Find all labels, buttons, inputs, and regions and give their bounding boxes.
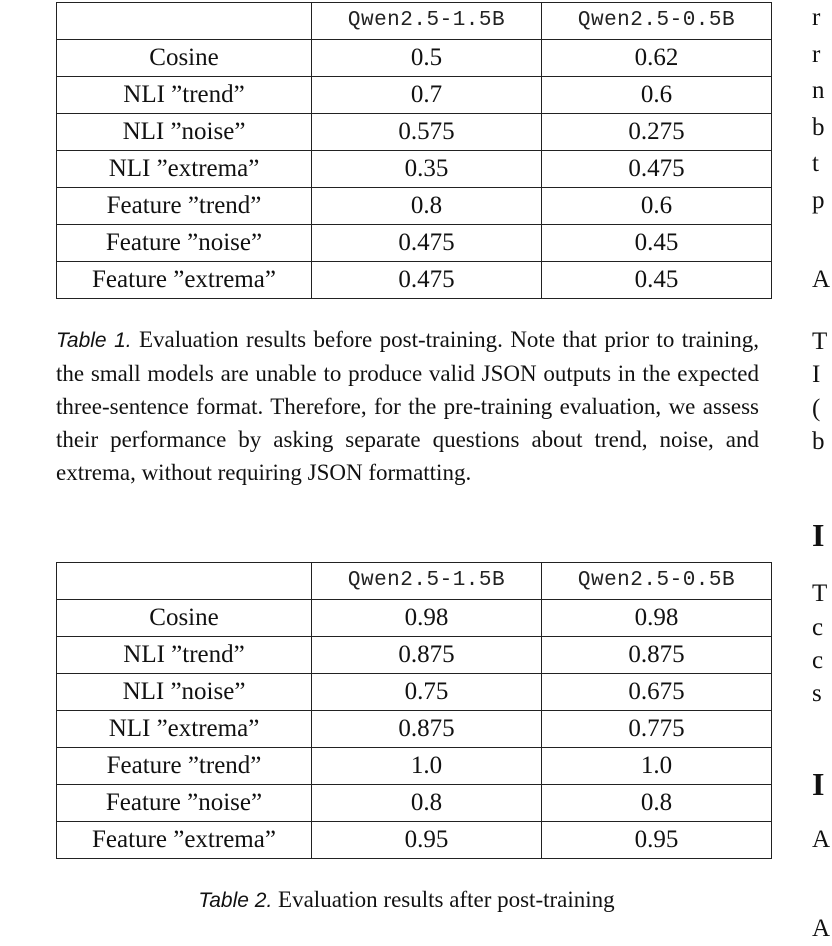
header-cell-model-1.5b: Qwen2.5-1.5B	[312, 563, 542, 600]
table-row	[57, 188, 772, 225]
value-cell: 0.675	[542, 674, 772, 711]
metric-cell: Feature ”noise”	[57, 225, 312, 262]
metric-cell: NLI ”noise”	[57, 674, 312, 711]
table-row	[57, 711, 772, 748]
text-fragment: p	[812, 187, 825, 214]
value-cell: 0.45	[542, 262, 772, 299]
value-cell: 0.75	[312, 674, 542, 711]
text-fragment: c	[812, 647, 824, 674]
value-cell: 1.0	[542, 748, 772, 785]
value-cell: 0.62	[542, 40, 772, 77]
text-fragment: I	[812, 361, 821, 388]
text-fragment: r	[812, 41, 821, 68]
metric-cell: NLI ”noise”	[57, 114, 312, 151]
text-fragment: T	[812, 328, 828, 355]
header-cell-model-0.5b: Qwen2.5-0.5B	[542, 3, 772, 40]
value-cell: 0.875	[312, 711, 542, 748]
value-cell: 0.98	[312, 600, 542, 637]
text-fragment: (	[812, 395, 821, 422]
table-row	[57, 262, 772, 299]
text-fragment: t	[812, 150, 819, 177]
table-row	[57, 822, 772, 859]
metric-cell: NLI ”extrema”	[57, 711, 312, 748]
value-cell: 0.875	[312, 637, 542, 674]
metric-cell: Cosine	[57, 40, 312, 77]
text-fragment: A	[812, 915, 831, 942]
metric-cell: Feature ”trend”	[57, 188, 312, 225]
header-cell-model-0.5b: Qwen2.5-0.5B	[542, 563, 772, 600]
caption-label: Table 2.	[198, 889, 273, 912]
section-heading-fragment: I	[812, 766, 825, 802]
value-cell: 0.8	[312, 188, 542, 225]
table-row	[57, 748, 772, 785]
value-cell: 0.8	[312, 785, 542, 822]
value-cell: 0.95	[542, 822, 772, 859]
value-cell: 0.775	[542, 711, 772, 748]
metric-cell: Feature ”extrema”	[57, 822, 312, 859]
caption-text: Evaluation results before post-training. Note that prior to training, the small models are unable to produce valid JSON outputs in the expected three-sentence format. Therefore, for the pre-training evaluation, we assess their performance by asking separate questions about trend, noise, and extrema, without requiring JSON formatting.	[56, 327, 760, 485]
text-fragment: n	[812, 77, 825, 104]
value-cell: 0.6	[542, 188, 772, 225]
metric-cell: Feature ”trend”	[57, 748, 312, 785]
results-table-after-training	[56, 562, 772, 859]
table-row	[57, 114, 772, 151]
value-cell: 1.0	[312, 748, 542, 785]
table-1-caption	[56, 323, 759, 489]
text-fragment: A	[812, 826, 831, 853]
header-cell-model-1.5b: Qwen2.5-1.5B	[312, 3, 542, 40]
metric-cell: NLI ”trend”	[57, 637, 312, 674]
value-cell: 0.5	[312, 40, 542, 77]
text-fragment: c	[812, 614, 824, 641]
table-header-row	[57, 3, 772, 40]
value-cell: 0.575	[312, 114, 542, 151]
value-cell: 0.475	[312, 225, 542, 262]
caption-label: Table 1.	[56, 329, 132, 352]
text-fragment: b	[812, 428, 825, 455]
table-row	[57, 785, 772, 822]
table-row	[57, 40, 772, 77]
value-cell: 0.45	[542, 225, 772, 262]
text-fragment: b	[812, 114, 825, 141]
table-row	[57, 600, 772, 637]
metric-cell: NLI ”extrema”	[57, 151, 312, 188]
value-cell: 0.475	[312, 262, 542, 299]
value-cell: 0.35	[312, 151, 542, 188]
table-row	[57, 77, 772, 114]
right-column-cropped-text	[812, 0, 832, 946]
value-cell: 0.95	[312, 822, 542, 859]
section-heading-fragment: I	[812, 517, 825, 553]
table-row	[57, 674, 772, 711]
metric-cell: NLI ”trend”	[57, 77, 312, 114]
table-header-row	[57, 563, 772, 600]
value-cell: 0.875	[542, 637, 772, 674]
table-2-caption	[0, 883, 823, 917]
metric-cell: Feature ”extrema”	[57, 262, 312, 299]
value-cell: 0.6	[542, 77, 772, 114]
metric-cell: Feature ”noise”	[57, 785, 312, 822]
results-table-before-training	[56, 2, 772, 299]
text-fragment: A	[812, 266, 831, 293]
metric-cell: Cosine	[57, 600, 312, 637]
table-row	[57, 151, 772, 188]
value-cell: 0.275	[542, 114, 772, 151]
text-fragment: s	[812, 680, 822, 707]
header-cell	[57, 563, 312, 600]
text-fragment: T	[812, 580, 828, 607]
caption-text: Evaluation results after post-training	[272, 887, 615, 912]
header-cell	[57, 3, 312, 40]
value-cell: 0.475	[542, 151, 772, 188]
text-fragment: r	[812, 4, 821, 31]
value-cell: 0.8	[542, 785, 772, 822]
table-row	[57, 637, 772, 674]
value-cell: 0.98	[542, 600, 772, 637]
value-cell: 0.7	[312, 77, 542, 114]
table-row	[57, 225, 772, 262]
